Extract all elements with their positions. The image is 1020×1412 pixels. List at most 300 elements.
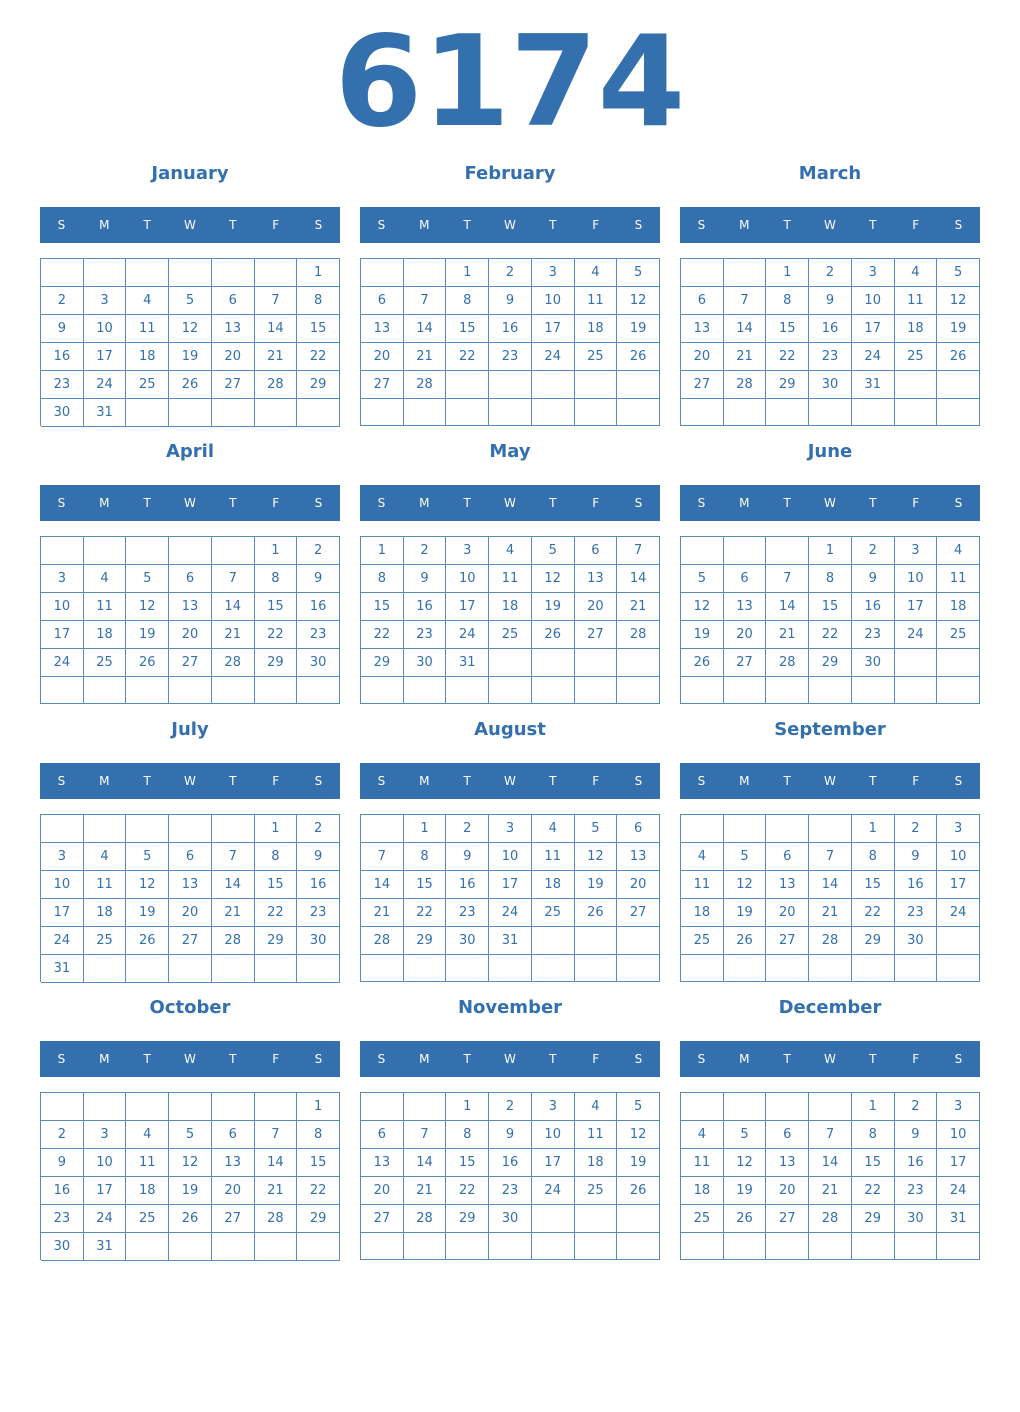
- day-cell: 14: [361, 871, 404, 899]
- day-cell: 22: [446, 1177, 489, 1205]
- weekday-label: T: [229, 1052, 237, 1066]
- empty-cell: [169, 815, 212, 843]
- day-cell: 4: [937, 537, 980, 565]
- day-cell: 20: [766, 1177, 809, 1205]
- day-cell: 15: [852, 871, 895, 899]
- day-cell: 6: [681, 287, 724, 315]
- weekday-label: W: [184, 774, 196, 788]
- weekday-label: S: [634, 774, 643, 788]
- day-cell: 10: [41, 871, 84, 899]
- day-cell: 12: [617, 1121, 660, 1149]
- day-cell: 17: [446, 593, 489, 621]
- day-cell: 12: [724, 1149, 767, 1177]
- weekday-label: S: [697, 218, 706, 232]
- day-cell: 16: [297, 593, 340, 621]
- weekday-label: S: [697, 1052, 706, 1066]
- day-cell: 1: [809, 537, 852, 565]
- empty-cell: [489, 649, 532, 677]
- empty-cell: [41, 1093, 84, 1121]
- day-cell: 23: [895, 899, 938, 927]
- day-cell: 4: [575, 259, 618, 287]
- day-cell: 25: [575, 343, 618, 371]
- day-cell: 25: [126, 371, 169, 399]
- day-cell: 5: [169, 1121, 212, 1149]
- day-cell: 11: [84, 593, 127, 621]
- empty-cell: [809, 815, 852, 843]
- day-cell: 21: [212, 899, 255, 927]
- day-cell: 11: [489, 565, 532, 593]
- day-cell: 20: [617, 871, 660, 899]
- empty-cell: [41, 677, 84, 704]
- day-cell: 29: [255, 927, 298, 955]
- empty-cell: [361, 1233, 404, 1260]
- day-cell: 14: [255, 315, 298, 343]
- day-cell: 1: [446, 1093, 489, 1121]
- day-cell: 10: [895, 565, 938, 593]
- day-cell: 19: [575, 871, 618, 899]
- day-cell: 18: [937, 593, 980, 621]
- day-cell: 4: [84, 565, 127, 593]
- weekday-label: T: [463, 1052, 471, 1066]
- day-cell: 23: [895, 1177, 938, 1205]
- day-cell: 16: [446, 871, 489, 899]
- empty-cell: [212, 399, 255, 427]
- day-cell: 18: [84, 899, 127, 927]
- day-cell: 16: [404, 593, 447, 621]
- day-cell: 14: [212, 593, 255, 621]
- weekday-label: T: [143, 1052, 151, 1066]
- day-cell: 11: [681, 1149, 724, 1177]
- weekday-label: T: [783, 774, 791, 788]
- day-cell: 4: [532, 815, 575, 843]
- empty-cell: [169, 537, 212, 565]
- day-cell: 2: [297, 815, 340, 843]
- day-grid: [680, 258, 980, 426]
- day-cell: 1: [852, 1093, 895, 1121]
- day-cell: 3: [84, 1121, 127, 1149]
- day-cell: 13: [212, 1149, 255, 1177]
- weekday-label: F: [272, 774, 280, 788]
- weekday-label: M: [99, 774, 110, 788]
- day-cell: 25: [84, 927, 127, 955]
- empty-cell: [895, 1233, 938, 1260]
- day-cell: 7: [404, 287, 447, 315]
- empty-cell: [489, 955, 532, 982]
- day-cell: 5: [169, 287, 212, 315]
- day-cell: 18: [532, 871, 575, 899]
- day-cell: 8: [255, 843, 298, 871]
- day-cell: 5: [575, 815, 618, 843]
- weekday-label: S: [57, 1052, 66, 1066]
- empty-cell: [937, 677, 980, 704]
- day-cell: 12: [169, 1149, 212, 1177]
- day-cell: 21: [809, 899, 852, 927]
- empty-cell: [41, 815, 84, 843]
- day-cell: 11: [937, 565, 980, 593]
- day-cell: 7: [255, 1121, 298, 1149]
- day-cell: 7: [404, 1121, 447, 1149]
- weekday-label: T: [869, 774, 877, 788]
- weekday-header: [40, 763, 340, 799]
- day-cell: 1: [852, 815, 895, 843]
- day-cell: 30: [297, 927, 340, 955]
- day-cell: 29: [361, 649, 404, 677]
- weekday-label: M: [99, 218, 110, 232]
- day-cell: 14: [255, 1149, 298, 1177]
- day-cell: 27: [575, 621, 618, 649]
- day-cell: 26: [937, 343, 980, 371]
- day-cell: 13: [169, 871, 212, 899]
- empty-cell: [575, 955, 618, 982]
- day-cell: 17: [41, 899, 84, 927]
- day-cell: 15: [446, 315, 489, 343]
- weekday-label: S: [57, 774, 66, 788]
- weekday-label: T: [143, 774, 151, 788]
- day-cell: 24: [41, 649, 84, 677]
- day-cell: 30: [404, 649, 447, 677]
- empty-cell: [617, 399, 660, 426]
- weekday-label: M: [419, 774, 430, 788]
- weekday-label: T: [549, 1052, 557, 1066]
- empty-cell: [126, 1233, 169, 1261]
- day-cell: 21: [724, 343, 767, 371]
- day-cell: 20: [575, 593, 618, 621]
- day-cell: 26: [681, 649, 724, 677]
- weekday-label: S: [377, 496, 386, 510]
- weekday-label: T: [143, 496, 151, 510]
- empty-cell: [404, 1093, 447, 1121]
- day-cell: 20: [169, 899, 212, 927]
- day-cell: 11: [575, 1121, 618, 1149]
- day-cell: 24: [489, 899, 532, 927]
- day-cell: 13: [617, 843, 660, 871]
- month-september: [680, 713, 980, 983]
- day-cell: 23: [41, 371, 84, 399]
- weekday-label: S: [377, 1052, 386, 1066]
- day-cell: 6: [361, 1121, 404, 1149]
- day-cell: 10: [532, 287, 575, 315]
- empty-cell: [681, 1093, 724, 1121]
- day-cell: 24: [84, 371, 127, 399]
- day-cell: 25: [575, 1177, 618, 1205]
- day-cell: 26: [169, 1205, 212, 1233]
- weekday-header: [360, 763, 660, 799]
- day-cell: 2: [809, 259, 852, 287]
- empty-cell: [766, 1233, 809, 1260]
- day-cell: 12: [532, 565, 575, 593]
- day-cell: 5: [937, 259, 980, 287]
- weekday-label: F: [912, 218, 920, 232]
- empty-cell: [681, 677, 724, 704]
- day-cell: 25: [681, 927, 724, 955]
- empty-cell: [766, 677, 809, 704]
- day-cell: 24: [895, 621, 938, 649]
- weekday-label: F: [272, 218, 280, 232]
- weekday-header: [40, 207, 340, 243]
- day-cell: 18: [489, 593, 532, 621]
- day-cell: 6: [724, 565, 767, 593]
- empty-cell: [126, 815, 169, 843]
- weekday-label: S: [697, 496, 706, 510]
- day-grid: [360, 536, 660, 704]
- weekday-label: M: [419, 218, 430, 232]
- empty-cell: [617, 649, 660, 677]
- weekday-label: M: [419, 496, 430, 510]
- day-cell: 31: [84, 399, 127, 427]
- day-cell: 2: [895, 1093, 938, 1121]
- weekday-label: W: [184, 1052, 196, 1066]
- month-name: February: [464, 163, 556, 184]
- empty-cell: [575, 649, 618, 677]
- day-cell: 21: [809, 1177, 852, 1205]
- empty-cell: [255, 1233, 298, 1261]
- empty-cell: [895, 399, 938, 426]
- empty-cell: [446, 955, 489, 982]
- weekday-label: F: [592, 496, 600, 510]
- day-cell: 31: [937, 1205, 980, 1233]
- empty-cell: [126, 399, 169, 427]
- weekday-label: S: [634, 496, 643, 510]
- weekday-label: F: [592, 1052, 600, 1066]
- day-cell: 9: [895, 1121, 938, 1149]
- day-cell: 22: [404, 899, 447, 927]
- empty-cell: [852, 1233, 895, 1260]
- day-cell: 15: [255, 871, 298, 899]
- empty-cell: [126, 1093, 169, 1121]
- empty-cell: [532, 927, 575, 955]
- empty-cell: [169, 1233, 212, 1261]
- empty-cell: [852, 677, 895, 704]
- day-cell: 26: [126, 649, 169, 677]
- weekday-header: [360, 207, 660, 243]
- day-cell: 15: [852, 1149, 895, 1177]
- month-name: July: [171, 719, 209, 740]
- day-cell: 19: [169, 343, 212, 371]
- day-cell: 25: [489, 621, 532, 649]
- day-cell: 31: [41, 955, 84, 983]
- empty-cell: [617, 1233, 660, 1260]
- weekday-header: [40, 1041, 340, 1077]
- day-cell: 26: [724, 1205, 767, 1233]
- day-cell: 13: [681, 315, 724, 343]
- day-cell: 9: [809, 287, 852, 315]
- day-cell: 14: [617, 565, 660, 593]
- day-cell: 22: [766, 343, 809, 371]
- month-january: [40, 157, 340, 427]
- day-cell: 21: [404, 343, 447, 371]
- day-cell: 1: [255, 537, 298, 565]
- day-cell: 28: [255, 1205, 298, 1233]
- day-cell: 31: [446, 649, 489, 677]
- day-cell: 13: [169, 593, 212, 621]
- day-cell: 17: [852, 315, 895, 343]
- empty-cell: [532, 1205, 575, 1233]
- day-cell: 4: [895, 259, 938, 287]
- weekday-label: S: [954, 1052, 963, 1066]
- day-cell: 3: [852, 259, 895, 287]
- day-cell: 20: [212, 1177, 255, 1205]
- day-cell: 23: [404, 621, 447, 649]
- day-cell: 21: [766, 621, 809, 649]
- empty-cell: [681, 537, 724, 565]
- weekday-label: W: [504, 1052, 516, 1066]
- weekday-label: W: [504, 218, 516, 232]
- day-cell: 19: [126, 621, 169, 649]
- day-cell: 15: [361, 593, 404, 621]
- day-cell: 10: [84, 1149, 127, 1177]
- day-cell: 18: [126, 343, 169, 371]
- day-cell: 2: [297, 537, 340, 565]
- empty-cell: [126, 955, 169, 983]
- day-cell: 15: [809, 593, 852, 621]
- day-cell: 28: [212, 927, 255, 955]
- weekday-label: S: [314, 496, 323, 510]
- day-cell: 10: [937, 1121, 980, 1149]
- day-cell: 28: [404, 1205, 447, 1233]
- day-cell: 6: [575, 537, 618, 565]
- weekday-header: [680, 1041, 980, 1077]
- empty-cell: [361, 677, 404, 704]
- month-march: [680, 157, 980, 427]
- month-name: December: [778, 997, 882, 1018]
- day-cell: 14: [404, 1149, 447, 1177]
- day-cell: 24: [84, 1205, 127, 1233]
- empty-cell: [532, 371, 575, 399]
- day-cell: 22: [255, 899, 298, 927]
- day-cell: 19: [724, 1177, 767, 1205]
- day-cell: 4: [681, 843, 724, 871]
- day-cell: 7: [809, 843, 852, 871]
- day-cell: 22: [297, 343, 340, 371]
- day-cell: 3: [41, 565, 84, 593]
- day-cell: 31: [489, 927, 532, 955]
- day-cell: 4: [84, 843, 127, 871]
- month-name: October: [149, 997, 231, 1018]
- empty-cell: [212, 1093, 255, 1121]
- weekday-label: T: [783, 496, 791, 510]
- day-cell: 29: [766, 371, 809, 399]
- day-cell: 6: [766, 843, 809, 871]
- day-cell: 13: [361, 315, 404, 343]
- weekday-label: F: [272, 1052, 280, 1066]
- weekday-label: M: [99, 1052, 110, 1066]
- day-cell: 27: [361, 371, 404, 399]
- month-february: [360, 157, 660, 427]
- day-cell: 23: [489, 343, 532, 371]
- empty-cell: [724, 1093, 767, 1121]
- day-cell: 19: [617, 1149, 660, 1177]
- day-cell: 1: [297, 1093, 340, 1121]
- empty-cell: [617, 1205, 660, 1233]
- day-cell: 2: [404, 537, 447, 565]
- day-cell: 8: [809, 565, 852, 593]
- day-cell: 7: [766, 565, 809, 593]
- day-cell: 9: [41, 1149, 84, 1177]
- day-cell: 5: [724, 1121, 767, 1149]
- weekday-label: W: [824, 496, 836, 510]
- day-grid: [680, 536, 980, 704]
- empty-cell: [297, 677, 340, 704]
- weekday-label: F: [592, 774, 600, 788]
- empty-cell: [255, 1093, 298, 1121]
- empty-cell: [446, 1233, 489, 1260]
- empty-cell: [169, 259, 212, 287]
- day-cell: 15: [297, 1149, 340, 1177]
- empty-cell: [404, 1233, 447, 1260]
- day-cell: 24: [937, 1177, 980, 1205]
- empty-cell: [297, 399, 340, 427]
- day-cell: 17: [532, 315, 575, 343]
- day-cell: 30: [895, 1205, 938, 1233]
- empty-cell: [895, 371, 938, 399]
- day-cell: 30: [41, 399, 84, 427]
- weekday-label: S: [314, 218, 323, 232]
- day-cell: 14: [766, 593, 809, 621]
- day-cell: 15: [766, 315, 809, 343]
- empty-cell: [41, 537, 84, 565]
- empty-cell: [809, 399, 852, 426]
- weekday-label: T: [229, 774, 237, 788]
- day-cell: 20: [169, 621, 212, 649]
- day-cell: 1: [361, 537, 404, 565]
- day-cell: 27: [169, 649, 212, 677]
- empty-cell: [41, 259, 84, 287]
- day-cell: 3: [489, 815, 532, 843]
- empty-cell: [724, 259, 767, 287]
- day-cell: 16: [489, 315, 532, 343]
- day-cell: 24: [937, 899, 980, 927]
- empty-cell: [681, 1233, 724, 1260]
- day-cell: 23: [446, 899, 489, 927]
- day-cell: 31: [84, 1233, 127, 1261]
- day-grid: [680, 814, 980, 982]
- empty-cell: [809, 1233, 852, 1260]
- empty-cell: [617, 677, 660, 704]
- day-cell: 30: [446, 927, 489, 955]
- month-december: [680, 991, 980, 1261]
- day-cell: 8: [255, 565, 298, 593]
- day-cell: 25: [84, 649, 127, 677]
- day-cell: 21: [361, 899, 404, 927]
- empty-cell: [126, 677, 169, 704]
- weekday-label: S: [377, 218, 386, 232]
- weekday-label: S: [954, 774, 963, 788]
- day-cell: 11: [575, 287, 618, 315]
- day-cell: 5: [532, 537, 575, 565]
- day-cell: 1: [297, 259, 340, 287]
- weekday-label: T: [869, 218, 877, 232]
- day-cell: 3: [532, 259, 575, 287]
- empty-cell: [169, 399, 212, 427]
- day-cell: 23: [297, 899, 340, 927]
- day-cell: 17: [895, 593, 938, 621]
- day-cell: 11: [532, 843, 575, 871]
- empty-cell: [255, 259, 298, 287]
- empty-cell: [169, 677, 212, 704]
- day-cell: 27: [766, 1205, 809, 1233]
- empty-cell: [937, 1233, 980, 1260]
- empty-cell: [724, 955, 767, 982]
- day-cell: 19: [532, 593, 575, 621]
- empty-cell: [489, 371, 532, 399]
- day-cell: 5: [724, 843, 767, 871]
- day-cell: 15: [255, 593, 298, 621]
- day-grid: [360, 814, 660, 982]
- empty-cell: [212, 1233, 255, 1261]
- day-cell: 29: [297, 371, 340, 399]
- day-cell: 2: [41, 1121, 84, 1149]
- day-cell: 26: [724, 927, 767, 955]
